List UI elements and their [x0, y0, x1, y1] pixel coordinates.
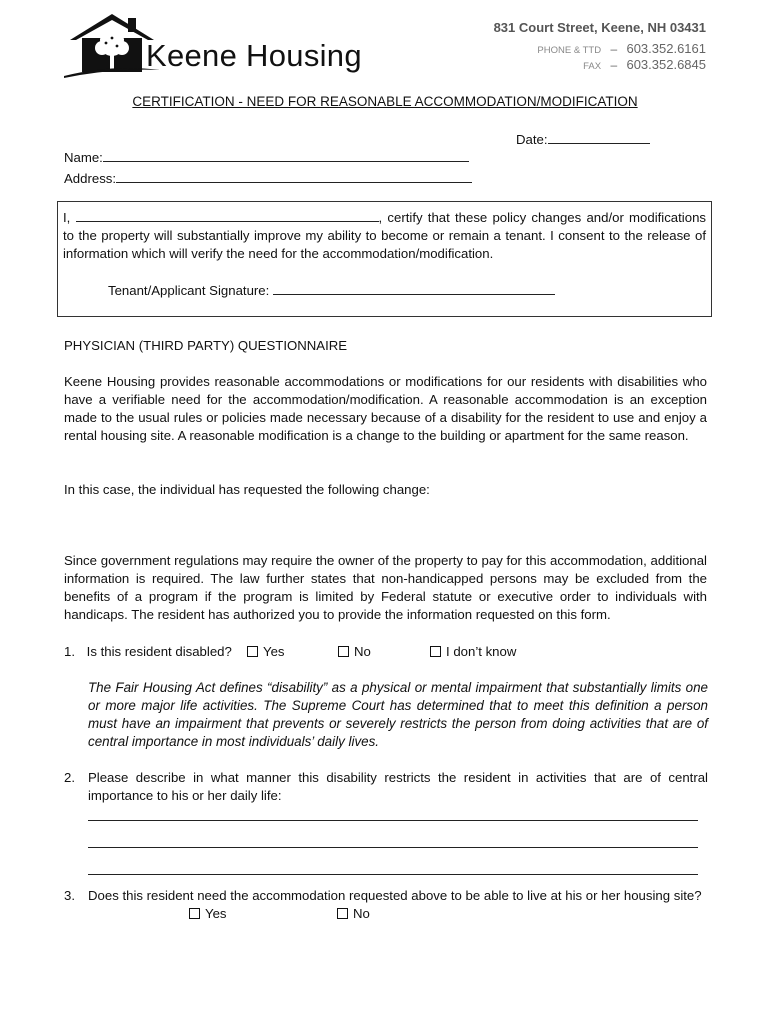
- q1-option-no[interactable]: No: [338, 643, 371, 661]
- question-1: [64, 643, 724, 661]
- q3-option-yes[interactable]: Yes: [189, 905, 227, 923]
- name-input-line[interactable]: [103, 148, 469, 162]
- org-address: 831 Court Street, Keene, NH 03431: [493, 20, 706, 35]
- signature-label: Tenant/Applicant Signature:: [108, 283, 270, 298]
- certification-text: [63, 209, 706, 263]
- signature-line[interactable]: [273, 282, 555, 295]
- disability-definition: The Fair Housing Act defines “disability” as a physical or mental impairment that substantially limits one or more major life activities. The Supreme Court has determined that to meet this definition a person must have an impairment that prevents or severely restricts the person from doing activities that are of central importance in most individuals’ daily lives.: [88, 680, 708, 749]
- q1-option-yes[interactable]: Yes: [247, 643, 285, 661]
- q3-option-no[interactable]: No: [337, 905, 370, 923]
- certification-box: [57, 201, 712, 317]
- page-title: CERTIFICATION - NEED FOR REASONABLE ACCOMMODATION/MODIFICATION: [132, 94, 638, 109]
- date-label: Date:: [516, 132, 548, 147]
- address-field[interactable]: [64, 169, 472, 188]
- intro-paragraph: Keene Housing provides reasonable accommodations or modifications for our residents with disabilities who have a verifiable need for the accommodation/modification. A reasonable accommodation is an exception made to the usual rules or policies made necessary because of a disability for the resident to use and enjoy a rental housing site. A reasonable modification is a change to the building or apartment for the same reason.: [64, 374, 707, 443]
- q3-number: 3.: [64, 888, 75, 903]
- questionnaire-heading: PHYSICIAN (THIRD PARTY) QUESTIONNAIRE: [64, 338, 348, 353]
- fax-line: [583, 57, 706, 72]
- date-input-line[interactable]: [548, 130, 650, 144]
- q1-text: Is this resident disabled?: [86, 644, 232, 659]
- q1-option-unknown[interactable]: I don’t know: [430, 643, 516, 661]
- dash: –: [610, 42, 618, 56]
- checkbox-icon[interactable]: [430, 646, 441, 657]
- phone-line: [537, 41, 706, 56]
- address-label: Address:: [64, 171, 117, 186]
- date-field[interactable]: [516, 130, 650, 149]
- checkbox-icon[interactable]: [247, 646, 258, 657]
- q2-answer-line[interactable]: [88, 820, 698, 821]
- name-label: Name:: [64, 150, 103, 165]
- cert-prefix: I,: [63, 210, 71, 225]
- address-input-line[interactable]: [116, 169, 472, 183]
- cert-name-line[interactable]: [76, 209, 379, 222]
- q2-answer-line[interactable]: [88, 847, 698, 848]
- q2-number: 2.: [64, 770, 75, 785]
- q2-text: Please describe in what manner this disability restricts the resident in activities that are of central importance to his or her daily life:: [88, 770, 708, 803]
- q3-text: Does this resident need the accommodation requested above to be able to live at his or her housing site?: [88, 888, 702, 903]
- requested-change-text: In this case, the individual has requested the following change:: [64, 482, 430, 497]
- regulations-paragraph: Since government regulations may require the owner of the property to pay for this accommodation, additional information is required. The law further states that non-handicapped persons may be excluded from the benefits of a program if the program is limited by Federal statute or executive order to individuals with handicaps. The resident has authorized you to provide the information requested on this form.: [64, 553, 707, 622]
- dash: –: [610, 58, 618, 72]
- checkbox-icon[interactable]: [337, 908, 348, 919]
- q2-answer-line[interactable]: [88, 874, 698, 875]
- q1-number: 1.: [64, 644, 75, 659]
- cert-body: , certify that these policy changes and/or modifications to the property will substantially improve my ability to become or remain a tenant. I consent to the release of information which will verify the need for the accommodation/modification.: [63, 210, 707, 261]
- checkbox-icon[interactable]: [189, 908, 200, 919]
- signature-field[interactable]: [108, 282, 555, 300]
- fax-label: FAX: [583, 61, 602, 72]
- phone-number: 603.352.6161: [626, 41, 706, 56]
- checkbox-icon[interactable]: [338, 646, 349, 657]
- org-name: Keene Housing: [146, 38, 362, 73]
- name-field[interactable]: [64, 148, 469, 167]
- phone-label: PHONE & TTD: [537, 45, 602, 56]
- fax-number: 603.352.6845: [626, 57, 706, 72]
